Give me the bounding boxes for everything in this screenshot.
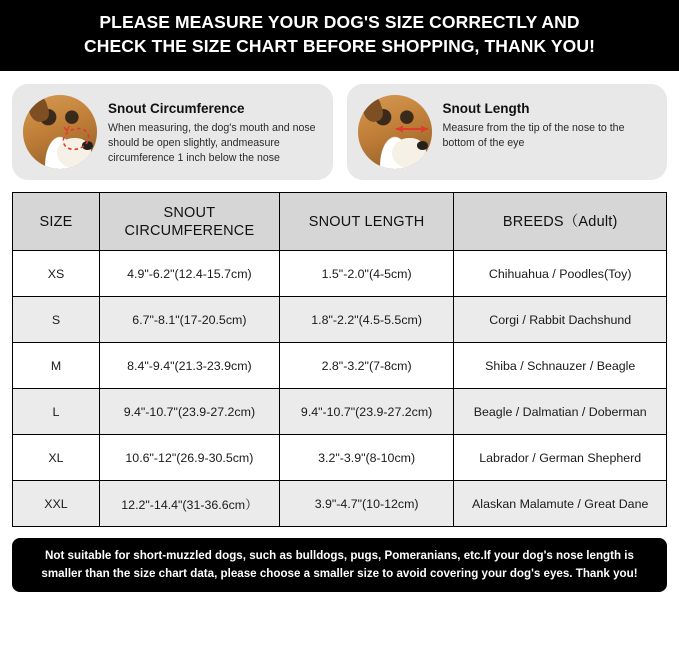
cell-circumference: 12.2"-14.4"(31-36.6cm） (99, 481, 279, 527)
cell-length: 3.9"-4.7"(10-12cm) (279, 481, 454, 527)
cell-length: 3.2"-3.9"(8-10cm) (279, 435, 454, 481)
column-header-circumference-line1: SNOUT (163, 204, 216, 221)
cell-length: 9.4"-10.7"(23.9-27.2cm) (279, 389, 454, 435)
dog-head-photo-length (358, 95, 432, 169)
banner-line-1: PLEASE MEASURE YOUR DOG'S SIZE CORRECTLY AND (99, 12, 580, 32)
column-header-length: SNOUT LENGTH (279, 193, 454, 251)
size-chart-table (12, 192, 667, 527)
column-header-size: SIZE (13, 193, 100, 251)
cell-length: 2.8"-3.2"(7-8cm) (279, 343, 454, 389)
cell-length: 1.5"-2.0"(4-5cm) (279, 251, 454, 297)
cell-circumference: 10.6"-12"(26.9-30.5cm) (99, 435, 279, 481)
card-title-circumference: Snout Circumference (108, 101, 245, 117)
cell-breeds: Shiba / Schnauzer / Beagle (454, 343, 667, 389)
card-desc-circumference: When measuring, the dog's mouth and nose should be open slightly, andmeasure circumference 1 inch below the nose (108, 122, 316, 165)
footer-line-2: smaller than the size chart data, please choose a smaller size to avoid covering your dog's eyes. Thank you! (41, 566, 638, 580)
card-title-length: Snout Length (442, 101, 530, 117)
table-row (13, 297, 667, 343)
card-snout-circumference (12, 84, 333, 180)
banner-line-2: CHECK THE SIZE CHART BEFORE SHOPPING, THANK YOU! (83, 35, 596, 56)
column-header-breeds: BREEDS（Adult) (454, 193, 667, 251)
cell-size: S (13, 297, 100, 343)
table-row (13, 481, 667, 527)
arrow-marker-icon (358, 95, 432, 169)
table-row (13, 435, 667, 481)
cell-circumference: 9.4"-10.7"(23.9-27.2cm) (99, 389, 279, 435)
table-row (13, 251, 667, 297)
size-table-wrapper (0, 192, 679, 527)
footer-note (12, 538, 667, 592)
card-snout-length (347, 84, 668, 180)
cell-size: XL (13, 435, 100, 481)
table-header-row (13, 193, 667, 251)
column-header-circumference-line2: CIRCUMFERENCE (124, 222, 255, 239)
cell-circumference: 6.7"-8.1"(17-20.5cm) (99, 297, 279, 343)
dashed-circle-marker-icon (23, 95, 97, 169)
card-text-length (443, 95, 656, 151)
cell-breeds: Chihuahua / Poodles(Toy) (454, 251, 667, 297)
column-header-circumference (99, 193, 279, 251)
cell-breeds: Alaskan Malamute / Great Dane (454, 481, 667, 527)
cell-size: M (13, 343, 100, 389)
cell-length: 1.8"-2.2"(4.5-5.5cm) (279, 297, 454, 343)
cell-size: XXL (13, 481, 100, 527)
cell-size: XS (13, 251, 100, 297)
card-text-circumference (108, 95, 321, 166)
table-row (13, 343, 667, 389)
cell-circumference: 8.4"-9.4"(21.3-23.9cm) (99, 343, 279, 389)
table-row (13, 389, 667, 435)
top-banner (0, 0, 679, 71)
dog-head-photo-circumference (23, 95, 97, 169)
cell-breeds: Beagle / Dalmatian / Doberman (454, 389, 667, 435)
cell-breeds: Labrador / German Shepherd (454, 435, 667, 481)
cell-circumference: 4.9"-6.2"(12.4-15.7cm) (99, 251, 279, 297)
cell-size: L (13, 389, 100, 435)
measurement-guide-cards (0, 71, 679, 192)
card-desc-length: Measure from the tip of the nose to the bottom of the eye (442, 122, 625, 150)
cell-breeds: Corgi / Rabbit Dachshund (454, 297, 667, 343)
footer-line-1: Not suitable for short-muzzled dogs, such as bulldogs, pugs, Pomeranians, etc.If your dog's nose length is (45, 549, 634, 563)
